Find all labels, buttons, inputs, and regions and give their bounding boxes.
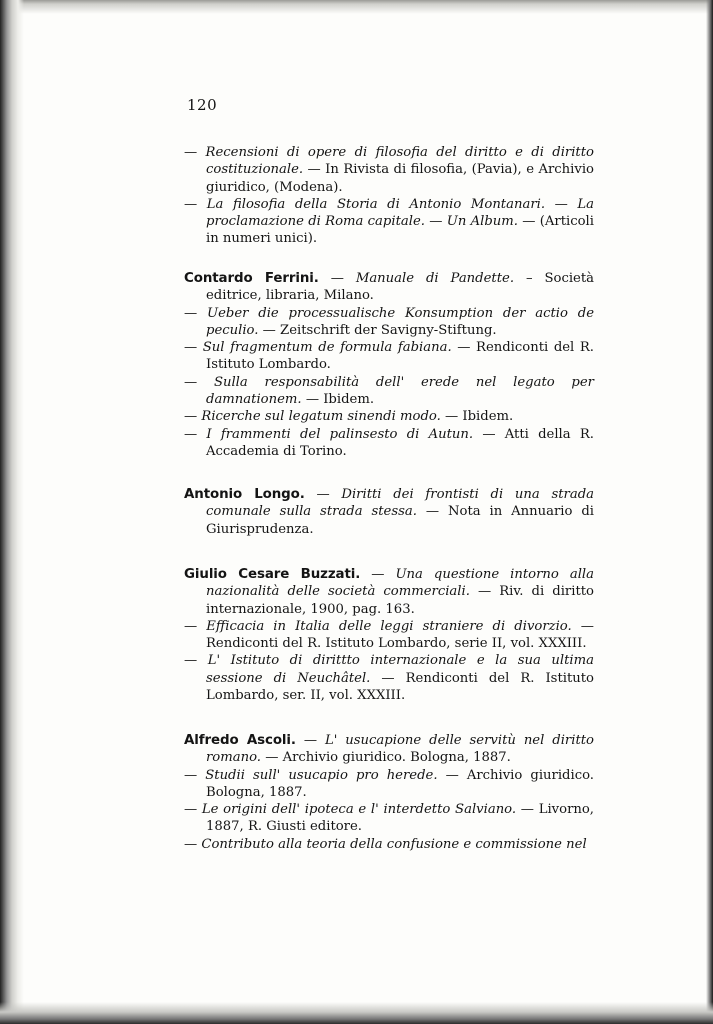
scan-edge-bottom bbox=[0, 1002, 713, 1024]
work-item: — L' Istituto di dirittto internazionale e la sua ultima sessione di Neuchâtel. — Rendiconti del R. Istituto Lombardo, ser. II, vol. XXXIII. bbox=[184, 653, 594, 704]
work-item: Alfredo Ascoli. — L' usucapione delle servitù nel diritto romano. — Archivio giuridico. Bologna, 1887. bbox=[184, 733, 594, 766]
work-title: Ueber die processualische Konsumption der actio de peculio. bbox=[206, 305, 594, 338]
work-item: — Sulla responsabilità dell' erede nel legato per damnationem. — Ibidem. bbox=[184, 374, 594, 408]
work-source: Ibidem. bbox=[323, 392, 375, 408]
work-item: — Sul fragmentum de formula fabiana. — Rendiconti del R. Istituto Lombardo. bbox=[184, 340, 594, 373]
work-title: Efficacia in Italia delle leggi straniere di divorzio. bbox=[206, 618, 572, 634]
work-source: Rendiconti del R. Istituto Lombardo. bbox=[206, 340, 594, 373]
work-title: L' usucapione delle servitù nel diritto romano. bbox=[206, 733, 594, 766]
work-title: Una questione intorno alla nazionalità delle società commerciali. bbox=[206, 567, 594, 600]
work-source: In Rivista di filosofia, (Pavia), e Archivio giuridico, (Modena). bbox=[206, 162, 594, 195]
work-item: — Ricerche sul legatum sinendi modo. — Ibidem. bbox=[184, 409, 514, 425]
work-title: I frammenti del palinsesto di Autun. bbox=[206, 426, 474, 442]
work-title: Un Album. bbox=[446, 214, 518, 230]
work-item: — Recensioni di opere di filosofia del diritto e di diritto costituzionale. — In Rivista di filosofia, (Pavia), e Archivio giuridico, (Modena). bbox=[184, 145, 594, 195]
work-item: — Le origini dell' ipoteca e l' interdetto Salviano. — Livorno, 1887, R. Giusti editore. bbox=[184, 802, 594, 835]
work-source: Archivio giuridico. Bologna, 1887. bbox=[282, 750, 511, 766]
work-title: La proclamazione di Roma capitale. bbox=[206, 196, 594, 230]
author-name: Antonio Longo. bbox=[184, 487, 305, 502]
scan-edge-left bbox=[0, 0, 24, 1024]
bibliography-entry-ascoli bbox=[184, 732, 594, 853]
author-name: Contardo Ferrini. bbox=[184, 271, 319, 286]
scan-edge-top bbox=[0, 0, 713, 14]
work-title: Studii sull' usucapio pro herede. bbox=[205, 767, 438, 783]
work-title: Ricerche sul legatum sinendi modo. bbox=[201, 409, 441, 425]
work-source: Livorno, 1887, R. Giusti editore. bbox=[206, 802, 594, 835]
work-item: — Ueber die processualische Konsumption der actio de peculio. — Zeitschrift der Savigny-Stiftung. bbox=[184, 305, 594, 338]
work-source: Archivio giuridico. Bologna, 1887. bbox=[206, 767, 594, 800]
bibliography-entry-longo bbox=[184, 486, 594, 538]
bibliography-entry-continuation bbox=[184, 144, 594, 248]
work-source: (Articoli in numeri unici). bbox=[206, 214, 594, 247]
work-source: Ibidem. bbox=[462, 409, 514, 425]
work-item: — Efficacia in Italia delle leggi straniere di divorzio. — Rendiconti del R. Istituto Lombardo, serie II, vol. XXXIII. bbox=[184, 618, 594, 652]
work-item: — La filosofia della Storia di Antonio Montanari. — La proclamazione di Roma capitale. — Un Album. — (Articoli in numeri unici). bbox=[184, 196, 594, 247]
bibliography-entry-ferrini bbox=[184, 270, 594, 460]
work-title: La filosofia della Storia di Antonio Montanari. bbox=[206, 196, 546, 212]
work-title: Contributo alla teoria della confusione e commissione nel bbox=[201, 836, 587, 852]
work-item: — I frammenti del palinsesto di Autun. — Atti della R. Accademia di Torino. bbox=[184, 426, 594, 459]
work-source: Rendiconti del R. Istituto Lombardo, serie II, vol. XXXIII. bbox=[206, 636, 587, 652]
work-title: L' Istituto di dirittto internazionale e la sua ultima sessione di Neuchâtel. bbox=[206, 653, 594, 686]
work-source: Nota in Annuario di Giurisprudenza. bbox=[206, 504, 595, 537]
work-title: Sul fragmentum de formula fabiana. bbox=[202, 340, 452, 356]
work-source: Società editrice, libraria, Milano. bbox=[206, 271, 595, 304]
work-title: Diritti dei frontisti di una strada comunale sulla strada stessa. bbox=[206, 487, 595, 520]
bibliography-entry-buzzati bbox=[184, 566, 594, 704]
author-name: Giulio Cesare Buzzati. bbox=[184, 567, 361, 582]
work-title: Recensioni di opere di filosofia del diritto e di diritto costituzionale. bbox=[205, 145, 594, 178]
work-title: Le origini dell' ipoteca e l' interdetto Salviano. bbox=[201, 802, 517, 818]
work-item: — Studii sull' usucapio pro herede. — Archivio giuridico. Bologna, 1887. bbox=[184, 767, 594, 800]
work-source: Zeitschrift der Savigny-Stiftung. bbox=[280, 322, 497, 338]
work-item: — Contributo alla teoria della confusione e commissione nel bbox=[184, 836, 587, 852]
work-source: Rendiconti del R. Istituto Lombardo, ser. II, vol. XXXIII. bbox=[206, 670, 594, 704]
work-title: Sulla responsabilità dell' erede nel legato per damnationem. bbox=[206, 374, 594, 408]
work-source: Riv. di diritto internazionale, 1900, pag. 163. bbox=[206, 584, 594, 617]
work-item: Contardo Ferrini. — Manuale di Pandette. – Società editrice, libraria, Milano. bbox=[184, 271, 595, 304]
work-title: Manuale di Pandette. bbox=[355, 271, 515, 286]
author-name: Alfredo Ascoli. bbox=[184, 733, 296, 748]
work-item: Antonio Longo. — Diritti dei frontisti di una strada comunale sulla strada stessa. — Nota in Annuario di Giurisprudenza. bbox=[184, 487, 595, 537]
work-item: Giulio Cesare Buzzati. — Una questione intorno alla nazionalità delle società commerciali. — Riv. di diritto internazionale, 1900, pag. 163. bbox=[184, 567, 594, 617]
page-number: 120 bbox=[187, 96, 218, 114]
work-source: Atti della R. Accademia di Torino. bbox=[206, 426, 594, 459]
scan-edge-right bbox=[706, 0, 713, 1024]
